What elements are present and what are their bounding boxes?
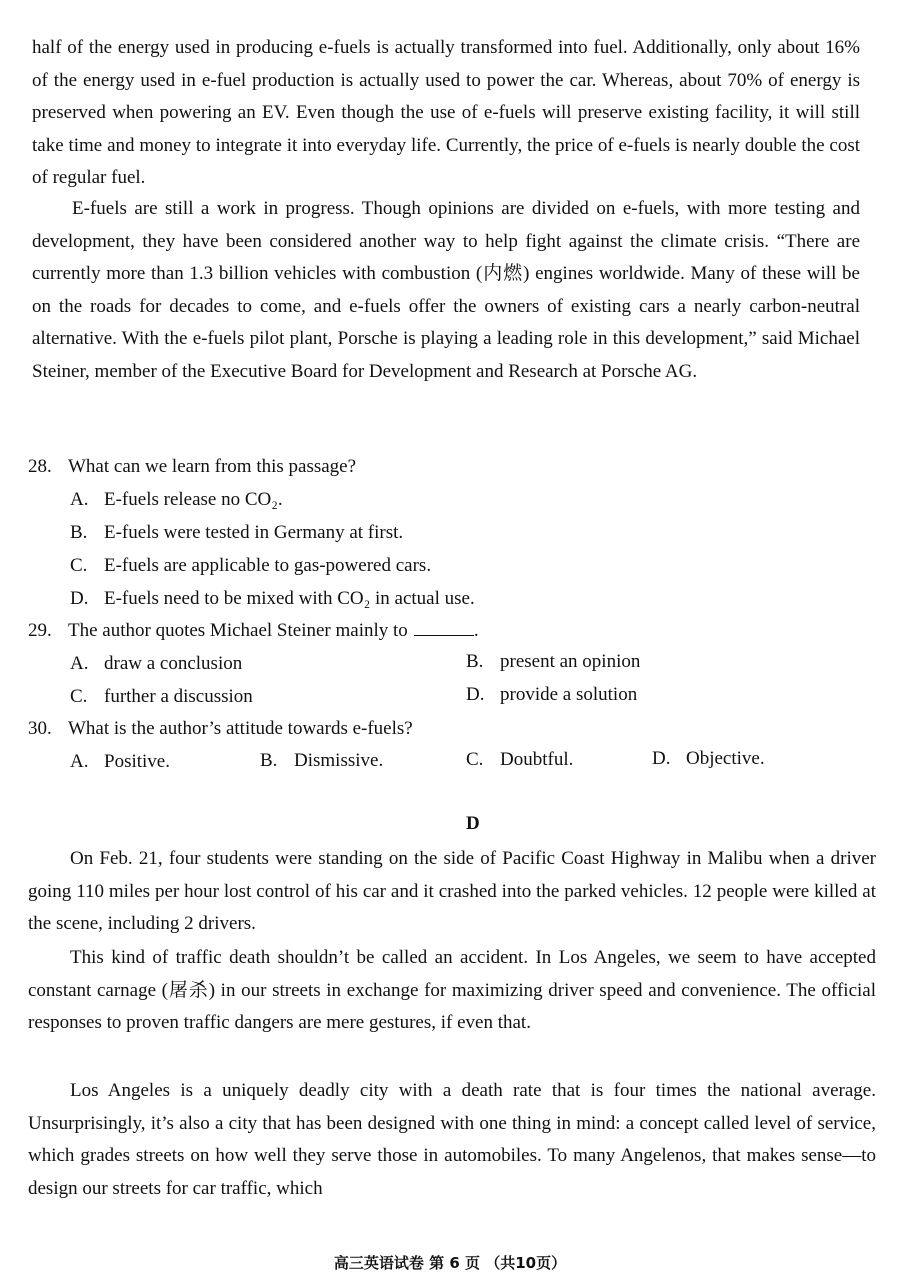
option-letter: B. [260, 750, 278, 771]
question-number: 29. [28, 620, 52, 641]
option-29-d [466, 683, 637, 707]
option-30-a [70, 750, 170, 774]
option-letter: B. [70, 522, 88, 543]
passage-c-paragraph-1: half of the energy used in producing e-fuels is actually transformed into fuel. Additionally, only about 16% of the energy used in e-fuel production is actually used to power the car. Whereas, about 70% of energy is preserved when powering an EV. Even though the use of e-fuels will preserve existing facility, it will still take time and money to integrate it into everyday life. Currently, the price of e-fuels is nearly double the cost of regular fuel. [32, 37, 860, 188]
option-28-b [70, 521, 403, 545]
question-number: 28. [28, 456, 52, 477]
option-letter: A. [70, 653, 89, 674]
option-30-b [260, 749, 383, 773]
question-28 [28, 455, 356, 479]
option-letter: C. [70, 686, 88, 707]
question-29 [28, 619, 479, 643]
option-letter: C. [70, 555, 88, 576]
option-text: E-fuels need to be mixed with CO₂ in actual use. [104, 588, 475, 609]
option-letter: A. [70, 489, 89, 510]
option-text: draw a conclusion [104, 653, 243, 674]
option-letter: C. [466, 749, 484, 770]
option-text: E-fuels were tested in Germany at first. [104, 522, 404, 543]
option-letter: D. [652, 748, 671, 769]
page-footer: 高三英语试卷 第 6 页 （共10页） [333, 1254, 567, 1272]
option-letter: A. [70, 751, 89, 772]
passage-d-paragraph-1: On Feb. 21, four students were standing on the side of Pacific Coast Highway in Malibu when a driver going 110 miles per hour lost control of his car and it crashed into the parked vehicles. 12 people were killed at the scene, including 2 drivers. [28, 848, 876, 934]
option-letter: B. [466, 651, 484, 672]
option-text: E-fuels release no CO₂. [104, 489, 283, 510]
option-letter: D. [70, 588, 89, 609]
option-text: Positive. [104, 751, 170, 772]
option-text: Doubtful. [500, 749, 574, 770]
option-30-d [652, 747, 765, 771]
option-28-c [70, 554, 431, 578]
option-28-a [70, 488, 283, 512]
question-number: 30. [28, 718, 52, 739]
option-30-c [466, 748, 573, 772]
option-text: Dismissive. [294, 750, 384, 771]
option-29-c [70, 685, 253, 709]
answer-blank [414, 619, 474, 636]
question-stem: The author quotes Michael Steiner mainly to [68, 620, 408, 641]
passage-d-paragraph-2: This kind of traffic death shouldn’t be called an accident. In Los Angeles, we seem to have accepted constant carnage (屠杀) in our streets in exchange for maximizing driver speed and convenience. The official responses to proven traffic dangers are mere gestures, if even that. [28, 947, 876, 1033]
option-letter: D. [466, 684, 485, 705]
option-text: further a discussion [104, 686, 253, 707]
option-29-a [70, 652, 242, 676]
question-stem: What can we learn from this passage? [68, 456, 357, 477]
passage-d-paragraph-3: Los Angeles is a uniquely deadly city with a death rate that is four times the national average. Unsurprisingly, it’s also a city that has been designed with one thing in mind: a concept called level of service, which grades streets on how well they serve those in automobiles. To many Angelenos, that makes sense—to design our streets for car traffic, which [28, 1080, 876, 1199]
option-29-b [466, 650, 640, 674]
option-text: E-fuels are applicable to gas-powered cars. [104, 555, 432, 576]
option-text: Objective. [686, 748, 765, 769]
option-text: present an opinion [500, 651, 641, 672]
passage-c-paragraph-2: E-fuels are still a work in progress. Though opinions are divided on e-fuels, with more testing and development, they have been considered another way to help fight against the climate crisis. “There are currently more than 1.3 billion vehicles with combustion (内燃) engines worldwide. Many of these will be on the roads for decades to come, and e-fuels offer the owners of existing cars a nearly carbon-neutral alternative. With the e-fuels pilot plant, Porsche is playing a leading role in this development,” said Michael Steiner, member of the Executive Board for Development and Research at Porsche AG. [32, 198, 860, 382]
question-stem-end: . [473, 620, 479, 641]
option-text: provide a solution [500, 684, 638, 705]
option-28-d [70, 587, 475, 611]
section-heading-d: D [466, 813, 480, 834]
question-stem: What is the author’s attitude towards e-fuels? [68, 718, 413, 739]
question-30 [28, 717, 413, 741]
